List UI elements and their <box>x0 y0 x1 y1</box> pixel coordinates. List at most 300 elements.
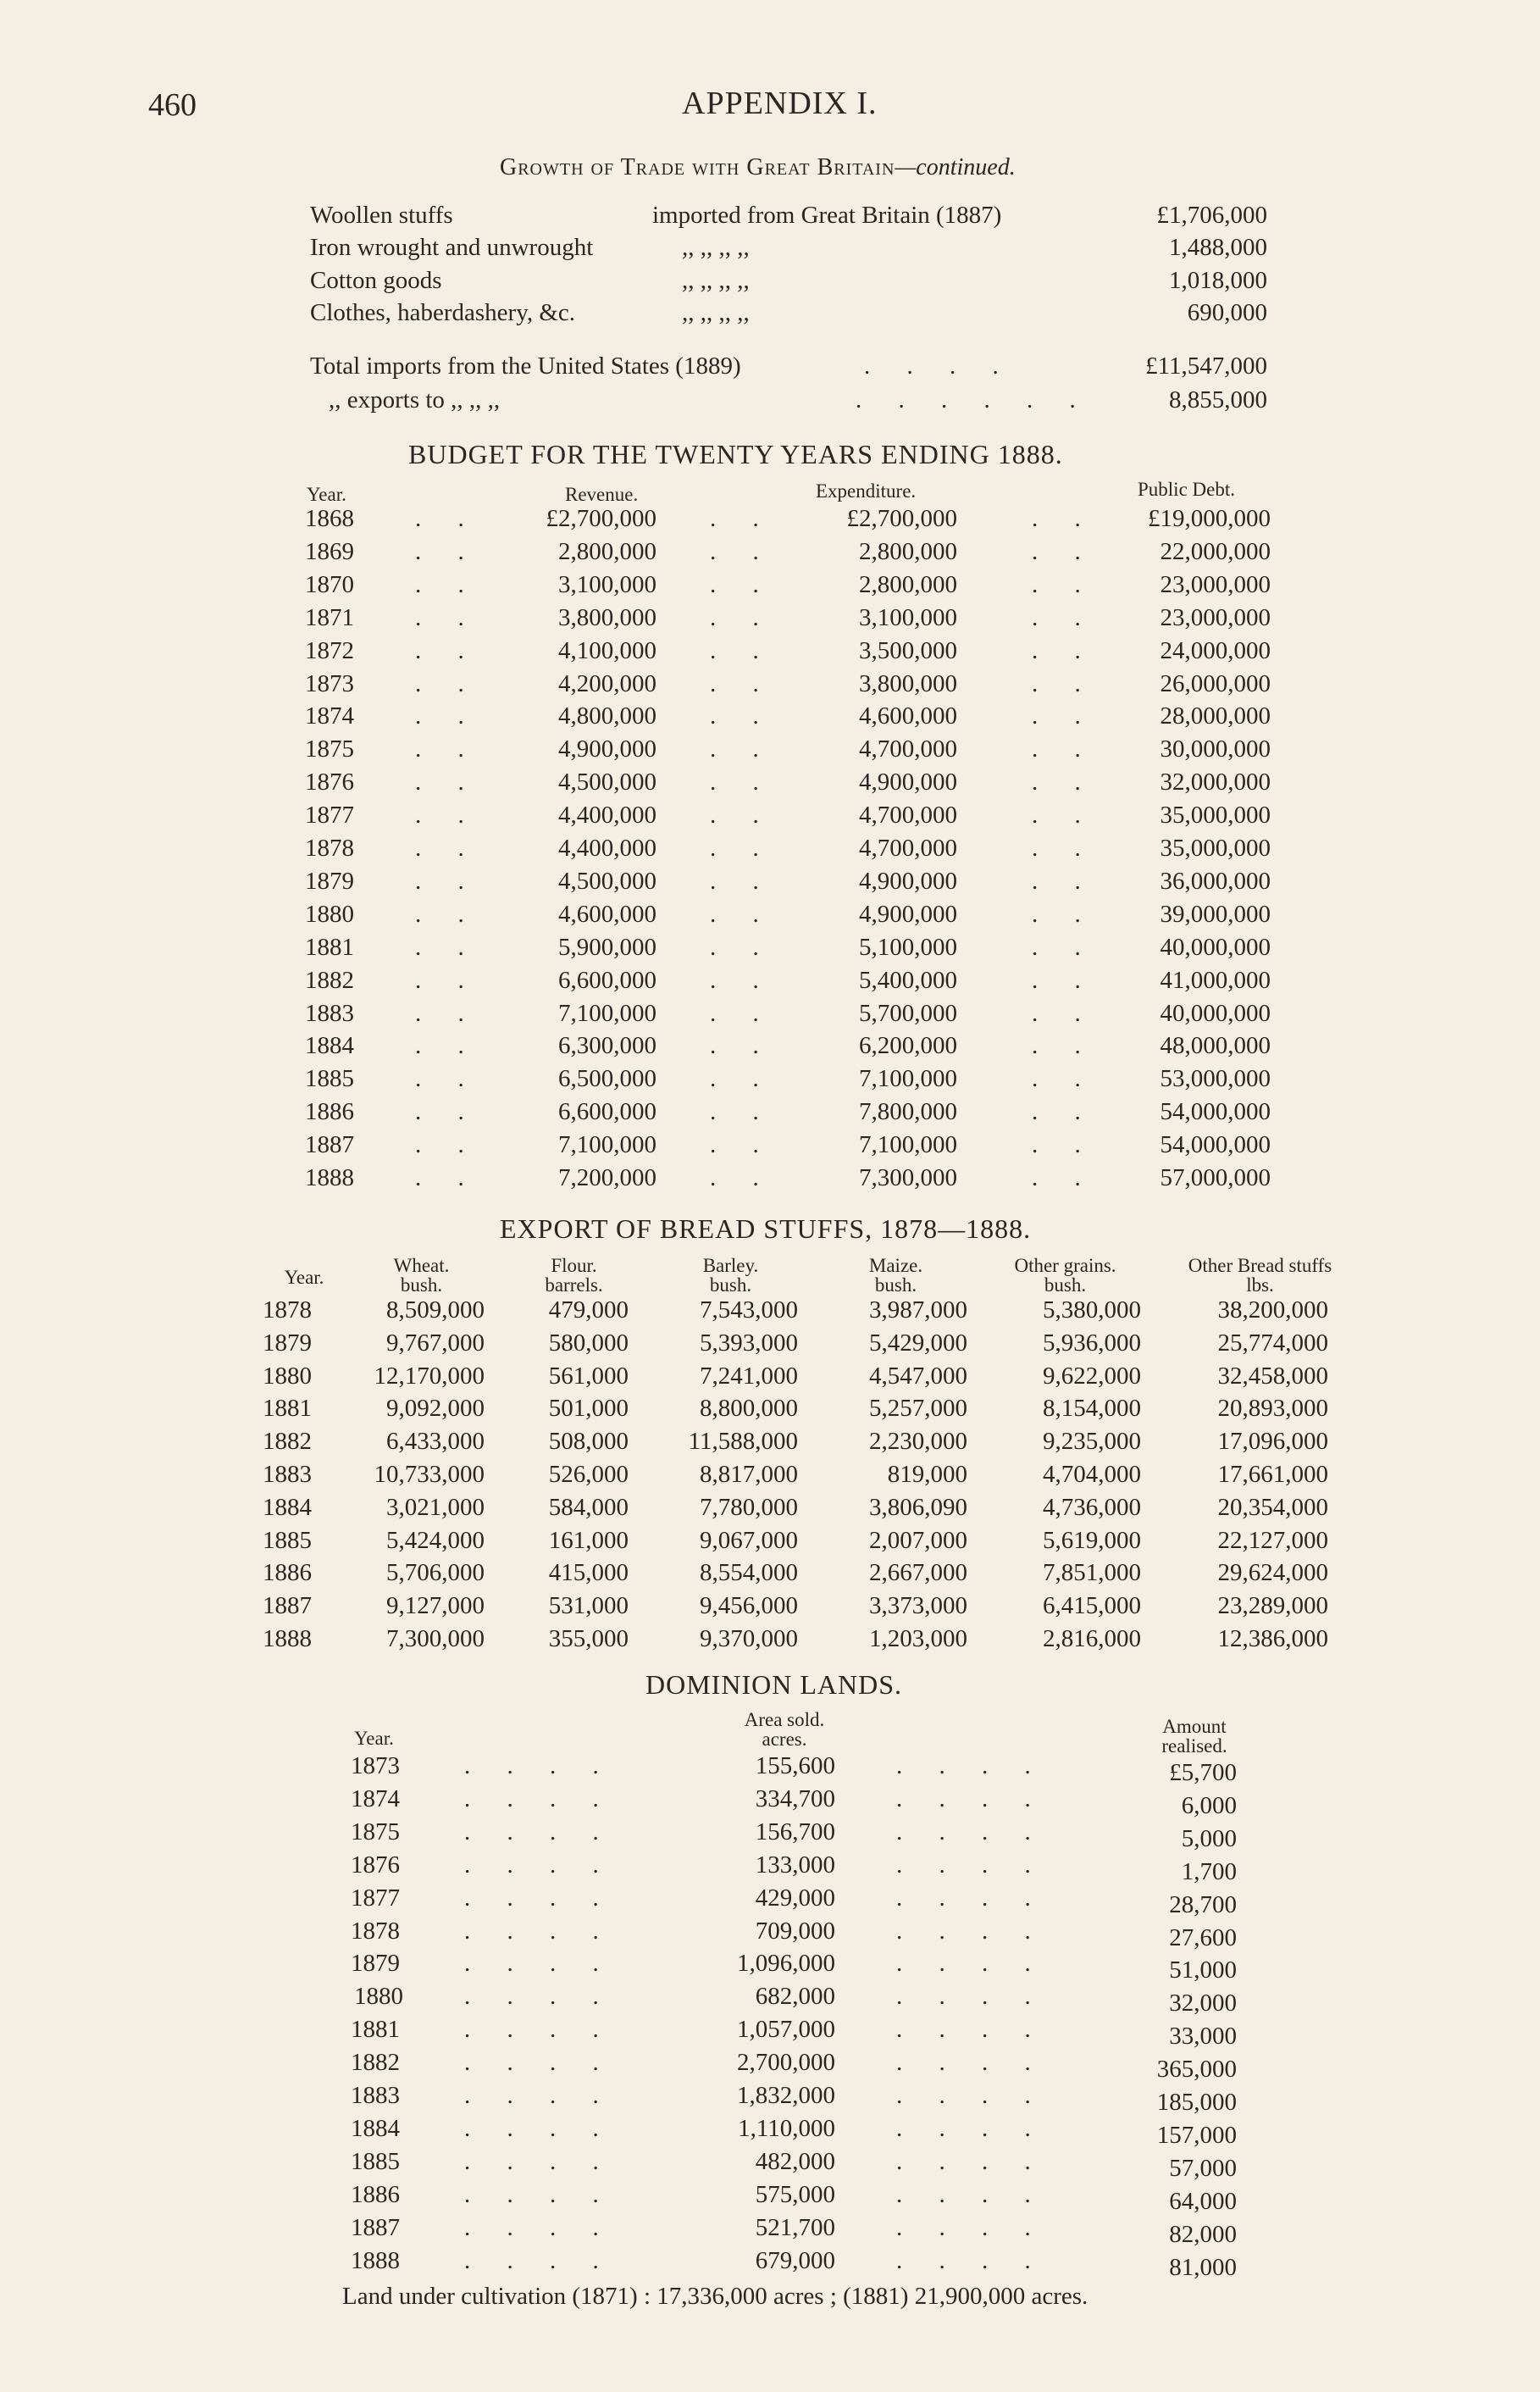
budget-header-expenditure: Expenditure. <box>816 480 917 502</box>
leader-dots: . . <box>710 934 774 961</box>
budget-expenditure: 2,800,000 <box>859 571 957 598</box>
bread-value: 561,000 <box>548 1362 629 1390</box>
leader-dots: . . <box>1032 901 1096 928</box>
bread-year: 1880 <box>263 1362 312 1390</box>
dominion-year: 1882 <box>351 2049 400 2076</box>
bread-value: 501,000 <box>548 1395 629 1422</box>
budget-year: 1879 <box>305 868 354 895</box>
budget-header-revenue: Revenue. <box>565 484 639 505</box>
bread-value: 17,661,000 <box>1217 1461 1328 1488</box>
leader-dots: . . <box>710 1032 774 1059</box>
leader-dots: . . <box>710 538 774 565</box>
bread-year: 1879 <box>263 1329 312 1357</box>
budget-year: 1886 <box>305 1098 354 1125</box>
dominion-amount: 57,000 <box>1169 2155 1237 2182</box>
leader-dots: . . . . <box>464 1752 614 1779</box>
growth-value: 1,018,000 <box>1169 267 1267 294</box>
leader-dots: . . <box>1032 1131 1096 1158</box>
leader-dots: . . <box>710 604 774 631</box>
bread-value: 5,380,000 <box>1043 1296 1141 1324</box>
bread-value: 5,619,000 <box>1043 1527 1141 1554</box>
budget-revenue: 4,900,000 <box>558 735 656 763</box>
leader-dots: . . . . <box>896 2082 1046 2109</box>
budget-year: 1880 <box>305 901 354 928</box>
budget-revenue: 4,500,000 <box>558 868 656 895</box>
leader-dots: . . <box>415 835 479 862</box>
budget-debt: 22,000,000 <box>1160 538 1271 565</box>
budget-expenditure: 4,700,000 <box>859 735 957 763</box>
leader-dots: . . . . <box>896 2247 1046 2274</box>
dominion-year: 1885 <box>351 2148 400 2175</box>
leader-dots: . . <box>415 735 479 763</box>
budget-expenditure: 3,500,000 <box>859 637 957 664</box>
budget-year: 1888 <box>305 1164 354 1191</box>
budget-debt: 35,000,000 <box>1160 835 1271 862</box>
growth-item: Iron wrought and unwrought <box>310 234 594 261</box>
growth-title-suffix: —continued. <box>895 154 1016 180</box>
budget-revenue: 6,600,000 <box>558 1098 656 1125</box>
bread-value: 161,000 <box>548 1527 629 1554</box>
bread-year: 1878 <box>263 1296 312 1324</box>
leader-dots: . . <box>710 735 774 763</box>
bread-value: 5,429,000 <box>869 1329 967 1357</box>
budget-year: 1872 <box>305 637 354 664</box>
leader-dots: . . <box>1032 637 1096 664</box>
bread-value: 7,851,000 <box>1043 1559 1141 1586</box>
leader-dots: . . <box>710 901 774 928</box>
growth-total-value: £11,547,000 <box>1145 352 1267 380</box>
bread-header-name: Wheat. <box>393 1255 450 1276</box>
dominion-amount: 27,600 <box>1169 1924 1237 1951</box>
bread-year: 1886 <box>263 1559 312 1586</box>
budget-revenue: 6,600,000 <box>558 967 656 994</box>
bread-value: 3,021,000 <box>386 1494 485 1521</box>
budget-revenue: 4,200,000 <box>558 670 656 697</box>
bread-value: 5,706,000 <box>386 1559 485 1586</box>
dominion-amount: 28,700 <box>1169 1891 1237 1918</box>
growth-desc: ,, ,, ,, ,, <box>682 299 750 326</box>
growth-desc: ,, ,, ,, ,, <box>682 267 750 294</box>
bread-year: 1883 <box>263 1461 312 1488</box>
budget-debt: 53,000,000 <box>1160 1065 1271 1092</box>
budget-revenue: 6,300,000 <box>558 1032 656 1059</box>
budget-debt: 23,000,000 <box>1160 604 1271 631</box>
bread-header-unit: bush. <box>709 1274 752 1296</box>
dominion-amount: 5,000 <box>1181 1825 1237 1852</box>
leader-dots: . . . . <box>464 2214 614 2241</box>
leader-dots: . . <box>415 604 479 631</box>
budget-debt: 40,000,000 <box>1160 934 1271 961</box>
leader-dots: . . <box>710 1000 774 1027</box>
bread-value: 5,393,000 <box>700 1329 798 1357</box>
leader-dots: . . <box>415 934 479 961</box>
leader-dots: . . <box>415 1098 479 1125</box>
budget-year: 1874 <box>305 702 354 730</box>
bread-value: 2,816,000 <box>1043 1625 1141 1652</box>
dominion-amount: 64,000 <box>1169 2188 1237 2215</box>
leader-dots: . . <box>710 571 774 598</box>
bread-value: 9,235,000 <box>1043 1428 1141 1455</box>
budget-expenditure: 3,800,000 <box>859 670 957 697</box>
growth-desc: imported from Great Britain (1887) <box>652 202 1002 229</box>
bread-value: 7,241,000 <box>700 1362 798 1390</box>
budget-year: 1876 <box>305 769 354 796</box>
dominion-area: 1,096,000 <box>737 1950 835 1977</box>
dominion-amount: £5,700 <box>1169 1759 1237 1786</box>
dominion-year: 1886 <box>351 2181 400 2208</box>
growth-value: 690,000 <box>1187 299 1267 326</box>
budget-revenue: 7,100,000 <box>558 1131 656 1158</box>
budget-expenditure: 7,100,000 <box>859 1065 957 1092</box>
bread-header-unit: bush. <box>1044 1274 1087 1296</box>
page-number: 460 <box>148 87 197 123</box>
bread-header-unit: lbs. <box>1246 1274 1274 1296</box>
bread-value: 4,704,000 <box>1043 1461 1141 1488</box>
budget-year: 1887 <box>305 1131 354 1158</box>
dominion-amount: 33,000 <box>1169 2023 1237 2050</box>
leader-dots: . . . . <box>464 1884 614 1912</box>
dominion-year: 1874 <box>351 1785 400 1812</box>
leader-dots: . . <box>710 835 774 862</box>
dominion-year: 1877 <box>351 1884 400 1912</box>
dominion-amount: 51,000 <box>1169 1956 1237 1984</box>
dominion-area: 682,000 <box>755 1983 835 2010</box>
leader-dots: . . <box>415 1032 479 1059</box>
leader-dots: . . <box>1032 934 1096 961</box>
leader-dots: . . <box>415 702 479 730</box>
budget-debt: 35,000,000 <box>1160 802 1271 829</box>
bread-value: 38,200,000 <box>1217 1296 1328 1324</box>
budget-expenditure: 4,900,000 <box>859 868 957 895</box>
dominion-year: 1884 <box>351 2115 400 2142</box>
dominion-amount: 185,000 <box>1156 2089 1237 2116</box>
leader-dots: . . <box>415 670 479 697</box>
leader-dots: . . <box>415 1000 479 1027</box>
budget-year: 1881 <box>305 934 354 961</box>
leader-dots: . . . . <box>896 2148 1046 2175</box>
budget-expenditure: 4,600,000 <box>859 702 957 730</box>
bread-value: 10,733,000 <box>374 1461 485 1488</box>
dominion-area: 575,000 <box>755 2181 835 2208</box>
budget-revenue: £2,700,000 <box>546 505 656 532</box>
dominion-amount: 82,000 <box>1169 2221 1237 2248</box>
budget-debt: 54,000,000 <box>1160 1098 1271 1125</box>
leader-dots: . . . . <box>896 1950 1046 1977</box>
growth-item: Woollen stuffs <box>310 202 453 229</box>
budget-revenue: 4,100,000 <box>558 637 656 664</box>
bread-header-name: Other grains. <box>1014 1255 1116 1276</box>
leader-dots: . . . . <box>464 1851 614 1879</box>
leader-dots: . . <box>415 769 479 796</box>
growth-item: Clothes, haberdashery, &c. <box>310 299 575 326</box>
budget-debt: 39,000,000 <box>1160 901 1271 928</box>
bread-value: 8,817,000 <box>700 1461 798 1488</box>
bread-header-name: Flour. <box>551 1255 597 1276</box>
dominion-area: 679,000 <box>755 2247 835 2274</box>
leader-dots: . . <box>1032 1032 1096 1059</box>
bread-year: 1882 <box>263 1428 312 1455</box>
dominion-year: 1875 <box>351 1818 400 1845</box>
leader-dots: . . <box>710 1164 774 1191</box>
budget-expenditure: 4,900,000 <box>859 901 957 928</box>
growth-section-title <box>500 154 1016 181</box>
budget-header-year: Year. <box>307 484 346 505</box>
bread-header-name: Maize. <box>868 1255 923 1276</box>
budget-revenue: 2,800,000 <box>558 538 656 565</box>
dominion-area: 2,700,000 <box>737 2049 835 2076</box>
leader-dots: . . <box>710 1065 774 1092</box>
budget-expenditure: 4,700,000 <box>859 835 957 862</box>
bread-value: 5,257,000 <box>869 1395 967 1422</box>
bread-value: 9,622,000 <box>1043 1362 1141 1390</box>
leader-dots: . . . . <box>896 1752 1046 1779</box>
budget-revenue: 7,100,000 <box>558 1000 656 1027</box>
growth-total-label: Total imports from the United States (1889) <box>310 352 741 380</box>
leader-dots: . . <box>710 702 774 730</box>
budget-expenditure: 6,200,000 <box>859 1032 957 1059</box>
bread-value: 2,007,000 <box>869 1527 967 1554</box>
dominion-amount: 157,000 <box>1156 2122 1237 2149</box>
bread-value: 11,588,000 <box>688 1428 798 1455</box>
leader-dots: . . <box>1032 702 1096 730</box>
bread-value: 531,000 <box>548 1592 629 1619</box>
bread-value: 584,000 <box>548 1494 629 1521</box>
leader-dots: . . <box>415 1065 479 1092</box>
bread-value: 12,170,000 <box>374 1362 485 1390</box>
growth-total-value: 8,855,000 <box>1169 386 1267 413</box>
leader-dots: . . . . <box>896 1917 1046 1945</box>
budget-debt: 40,000,000 <box>1160 1000 1271 1027</box>
leader-dots: . . <box>710 637 774 664</box>
leader-dots: . . . . <box>464 1983 614 2010</box>
bread-value: 7,780,000 <box>700 1494 798 1521</box>
bread-value: 3,987,000 <box>869 1296 967 1324</box>
budget-debt: 57,000,000 <box>1160 1164 1271 1191</box>
leader-dots: . . <box>415 571 479 598</box>
bread-header-name: Year. <box>284 1267 324 1288</box>
leader-dots: . . <box>710 802 774 829</box>
dominion-area: 709,000 <box>755 1917 835 1945</box>
bread-header-unit: bush. <box>874 1274 917 1296</box>
leader-dots: . . <box>1032 571 1096 598</box>
dominion-footer: Land under cultivation (1871) : 17,336,000 acres ; (1881) 21,900,000 acres. <box>342 2283 1089 2310</box>
leader-dots: . . <box>710 1098 774 1125</box>
bread-value: 8,509,000 <box>386 1296 485 1324</box>
dominion-year: 1883 <box>351 2082 400 2109</box>
bread-value: 9,067,000 <box>700 1527 798 1554</box>
dominion-year: 1878 <box>351 1917 400 1945</box>
bread-header-unit: bush. <box>400 1274 443 1296</box>
bread-value: 580,000 <box>548 1329 629 1357</box>
leader-dots: . . . . <box>464 2247 614 2274</box>
leader-dots: . . . . <box>464 1917 614 1945</box>
bread-value: 7,300,000 <box>386 1625 485 1652</box>
leader-dots: . . . . <box>896 1851 1046 1879</box>
leader-dots: . . <box>1032 505 1096 532</box>
leader-dots: . . <box>415 901 479 928</box>
leader-dots: . . . . <box>864 352 1014 380</box>
leader-dots: . . <box>710 769 774 796</box>
dominion-amount: 365,000 <box>1156 2056 1237 2083</box>
leader-dots: . . <box>710 868 774 895</box>
bread-value: 8,800,000 <box>700 1395 798 1422</box>
budget-year: 1883 <box>305 1000 354 1027</box>
budget-year: 1882 <box>305 967 354 994</box>
budget-year: 1877 <box>305 802 354 829</box>
dominion-year: 1881 <box>351 2016 400 2043</box>
budget-expenditure: 3,100,000 <box>859 604 957 631</box>
budget-year: 1875 <box>305 735 354 763</box>
budget-debt: 41,000,000 <box>1160 967 1271 994</box>
bread-value: 4,736,000 <box>1043 1494 1141 1521</box>
leader-dots: . . . . <box>464 2181 614 2208</box>
bread-value: 5,424,000 <box>386 1527 485 1554</box>
budget-revenue: 4,400,000 <box>558 835 656 862</box>
dominion-area: 156,700 <box>755 1818 835 1845</box>
bread-value: 508,000 <box>548 1428 629 1455</box>
leader-dots: . . . . <box>896 2016 1046 2043</box>
bread-value: 526,000 <box>548 1461 629 1488</box>
budget-year: 1869 <box>305 538 354 565</box>
budget-expenditure: 4,900,000 <box>859 769 957 796</box>
leader-dots: . . . . <box>896 1785 1046 1812</box>
bread-value: 29,624,000 <box>1217 1559 1328 1586</box>
leader-dots: . . . . <box>464 2016 614 2043</box>
dominion-header-amount: Amount <box>1162 1716 1227 1737</box>
budget-year: 1870 <box>305 571 354 598</box>
dominion-area: 1,832,000 <box>737 2082 835 2109</box>
leader-dots: . . . . <box>464 2049 614 2076</box>
bread-value: 20,893,000 <box>1217 1395 1328 1422</box>
dominion-area: 482,000 <box>755 2148 835 2175</box>
dominion-year: 1873 <box>351 1752 400 1779</box>
budget-expenditure: 2,800,000 <box>859 538 957 565</box>
leader-dots: . . <box>415 967 479 994</box>
bread-value: 3,806,090 <box>869 1494 967 1521</box>
leader-dots: . . <box>1032 802 1096 829</box>
growth-total-label: ,, exports to ,, ,, ,, <box>329 386 501 413</box>
leader-dots: . . . . <box>896 1983 1046 2010</box>
budget-revenue: 4,800,000 <box>558 702 656 730</box>
budget-expenditure: 5,400,000 <box>859 967 957 994</box>
dominion-area: 429,000 <box>755 1884 835 1912</box>
leader-dots: . . . . <box>896 1884 1046 1912</box>
budget-debt: 23,000,000 <box>1160 571 1271 598</box>
budget-debt: 32,000,000 <box>1160 769 1271 796</box>
bread-value: 6,433,000 <box>386 1428 485 1455</box>
bread-year: 1881 <box>263 1395 312 1422</box>
budget-expenditure: 7,100,000 <box>859 1131 957 1158</box>
leader-dots: . . . . <box>464 2148 614 2175</box>
bread-value: 415,000 <box>548 1559 629 1586</box>
bread-value: 32,458,000 <box>1217 1362 1328 1390</box>
growth-value: 1,488,000 <box>1169 234 1267 261</box>
dominion-area: 155,600 <box>755 1752 835 1779</box>
leader-dots: . . <box>1032 735 1096 763</box>
budget-revenue: 4,400,000 <box>558 802 656 829</box>
bread-value: 819,000 <box>887 1461 967 1488</box>
budget-expenditure: 5,100,000 <box>859 934 957 961</box>
leader-dots: . . <box>1032 1098 1096 1125</box>
bread-value: 25,774,000 <box>1217 1329 1328 1357</box>
leader-dots: . . . . <box>896 2214 1046 2241</box>
leader-dots: . . <box>415 538 479 565</box>
dominion-year: 1879 <box>351 1950 400 1977</box>
budget-debt: 54,000,000 <box>1160 1131 1271 1158</box>
dominion-amount: 6,000 <box>1181 1792 1237 1819</box>
leader-dots: . . <box>1032 769 1096 796</box>
bread-value: 2,230,000 <box>869 1428 967 1455</box>
bread-value: 4,547,000 <box>869 1362 967 1390</box>
growth-desc: ,, ,, ,, ,, <box>682 234 750 261</box>
budget-revenue: 3,800,000 <box>558 604 656 631</box>
dominion-area: 1,057,000 <box>737 2016 835 2043</box>
budget-expenditure: 5,700,000 <box>859 1000 957 1027</box>
dominion-header-area-unit: acres. <box>762 1729 807 1750</box>
bread-value: 17,096,000 <box>1217 1428 1328 1455</box>
budget-debt: 30,000,000 <box>1160 735 1271 763</box>
budget-header-debt: Public Debt. <box>1138 479 1235 500</box>
bread-value: 22,127,000 <box>1217 1527 1328 1554</box>
budget-debt: 36,000,000 <box>1160 868 1271 895</box>
leader-dots: . . <box>1032 604 1096 631</box>
dominion-amount: 1,700 <box>1181 1858 1237 1885</box>
budget-revenue: 6,500,000 <box>558 1065 656 1092</box>
leader-dots: . . <box>415 802 479 829</box>
budget-year: 1884 <box>305 1032 354 1059</box>
dominion-year: 1888 <box>351 2247 400 2274</box>
dominion-amount: 81,000 <box>1169 2254 1237 2281</box>
budget-expenditure: 7,800,000 <box>859 1098 957 1125</box>
budget-debt: 28,000,000 <box>1160 702 1271 730</box>
leader-dots: . . . . <box>464 1950 614 1977</box>
leader-dots: . . <box>710 670 774 697</box>
budget-debt: 48,000,000 <box>1160 1032 1271 1059</box>
bread-value: 7,543,000 <box>700 1296 798 1324</box>
budget-revenue: 7,200,000 <box>558 1164 656 1191</box>
leader-dots: . . . . <box>464 2082 614 2109</box>
leader-dots: . . <box>415 505 479 532</box>
budget-year: 1878 <box>305 835 354 862</box>
bread-value: 20,354,000 <box>1217 1494 1328 1521</box>
bread-value: 5,936,000 <box>1043 1329 1141 1357</box>
budget-revenue: 4,600,000 <box>558 901 656 928</box>
bread-value: 9,127,000 <box>386 1592 485 1619</box>
dominion-year: 1880 <box>354 1983 403 2010</box>
leader-dots: . . <box>415 1131 479 1158</box>
leader-dots: . . . . <box>896 1818 1046 1845</box>
budget-revenue: 3,100,000 <box>558 571 656 598</box>
bread-year: 1885 <box>263 1527 312 1554</box>
budget-expenditure: 4,700,000 <box>859 802 957 829</box>
leader-dots: . . <box>1032 1000 1096 1027</box>
bread-value: 6,415,000 <box>1043 1592 1141 1619</box>
bread-value: 23,289,000 <box>1217 1592 1328 1619</box>
budget-expenditure: 7,300,000 <box>859 1164 957 1191</box>
dominion-area: 1,110,000 <box>738 2115 835 2142</box>
budget-debt: £19,000,000 <box>1148 505 1271 532</box>
bread-year: 1888 <box>263 1625 312 1652</box>
dominion-area: 133,000 <box>755 1851 835 1879</box>
bread-value: 355,000 <box>548 1625 629 1652</box>
bread-value: 3,373,000 <box>869 1592 967 1619</box>
budget-title: BUDGET FOR THE TWENTY YEARS ENDING 1888. <box>408 439 1063 469</box>
growth-title-text: Growth of Trade with Great Britain <box>500 154 895 180</box>
leader-dots: . . <box>1032 868 1096 895</box>
budget-debt: 26,000,000 <box>1160 670 1271 697</box>
growth-value: £1,706,000 <box>1156 202 1267 229</box>
budget-expenditure: £2,700,000 <box>846 505 957 532</box>
